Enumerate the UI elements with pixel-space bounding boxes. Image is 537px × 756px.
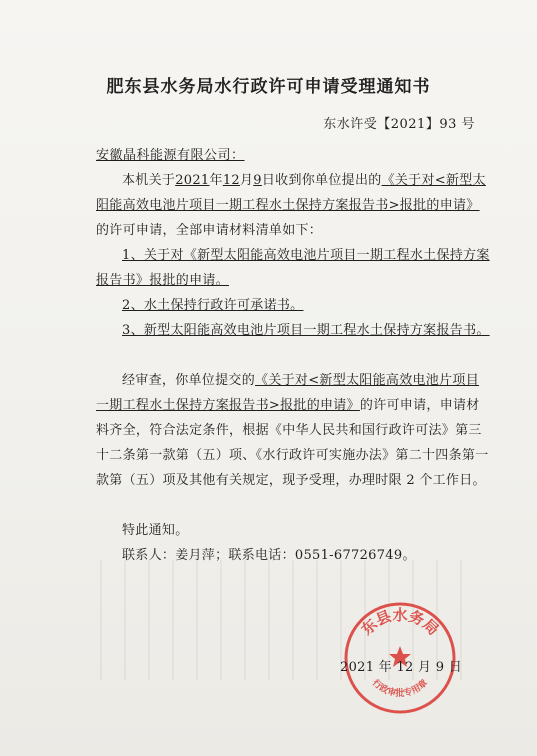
intro-year: 2021 bbox=[175, 173, 210, 188]
intro-suffix: 的许可申请，全部申请材料清单如下： bbox=[96, 223, 323, 238]
signature-date: 2021 年 12 月 9 日 bbox=[340, 660, 463, 675]
intro-month-suffix: 月 bbox=[239, 173, 254, 188]
review-prefix: 经审查，你单位提交的 bbox=[122, 373, 256, 388]
document-number: 东水许受【2021】93 号 bbox=[323, 117, 475, 132]
intro-application-title: 《关于对<新型太阳能高效电池片项目一期工程水土保持方案报告书>报批的申请》 bbox=[96, 173, 486, 213]
material-item-3: 3、新型太阳能高效电池片项目一期工程水土保持方案报告书。 bbox=[122, 323, 490, 338]
intro-day: 9 bbox=[253, 173, 262, 188]
material-item-1: 1、关于对《新型太阳能高效电池片项目一期工程水土保持方案报告书》报批的申请。 bbox=[96, 248, 490, 288]
intro-paragraph bbox=[96, 168, 491, 243]
addressee: 安徽晶科能源有限公司： bbox=[96, 148, 245, 163]
closing-text: 特此通知。 bbox=[122, 523, 189, 538]
intro-year-suffix: 年 bbox=[209, 173, 223, 188]
review-application-title: 《关于对<新型太阳能高效电池片项目一期工程水土保持方案报告书>报批的申请》 bbox=[96, 373, 480, 413]
seal-top-text: 东县水务局 bbox=[357, 606, 443, 639]
intro-day-suffix: 日收到你单位提出的 bbox=[261, 173, 382, 188]
material-item-2: 2、水土保持行政许可承诺书。 bbox=[122, 298, 304, 313]
review-paragraph bbox=[96, 368, 491, 493]
review-suffix: 的许可申请，申请材料齐全，符合法定条件，根据《中华人民共和国行政许可法》第三十二条第一款第（五）项、《水行政许可实施办法》第二十四条第一款第（五）项及其他有关规定，现予受理，办理时限 2 个工作日。 bbox=[96, 398, 489, 488]
intro-month: 12 bbox=[222, 173, 240, 188]
contact-line: 联系人：姜月萍；联系电话：0551-67726749。 bbox=[122, 548, 416, 563]
seal-bottom-text: 行政审批专用章 bbox=[369, 678, 431, 700]
document-title: 肥东县水务局水行政许可申请受理通知书 bbox=[106, 77, 431, 97]
intro-prefix: 本机关于 bbox=[122, 173, 176, 188]
